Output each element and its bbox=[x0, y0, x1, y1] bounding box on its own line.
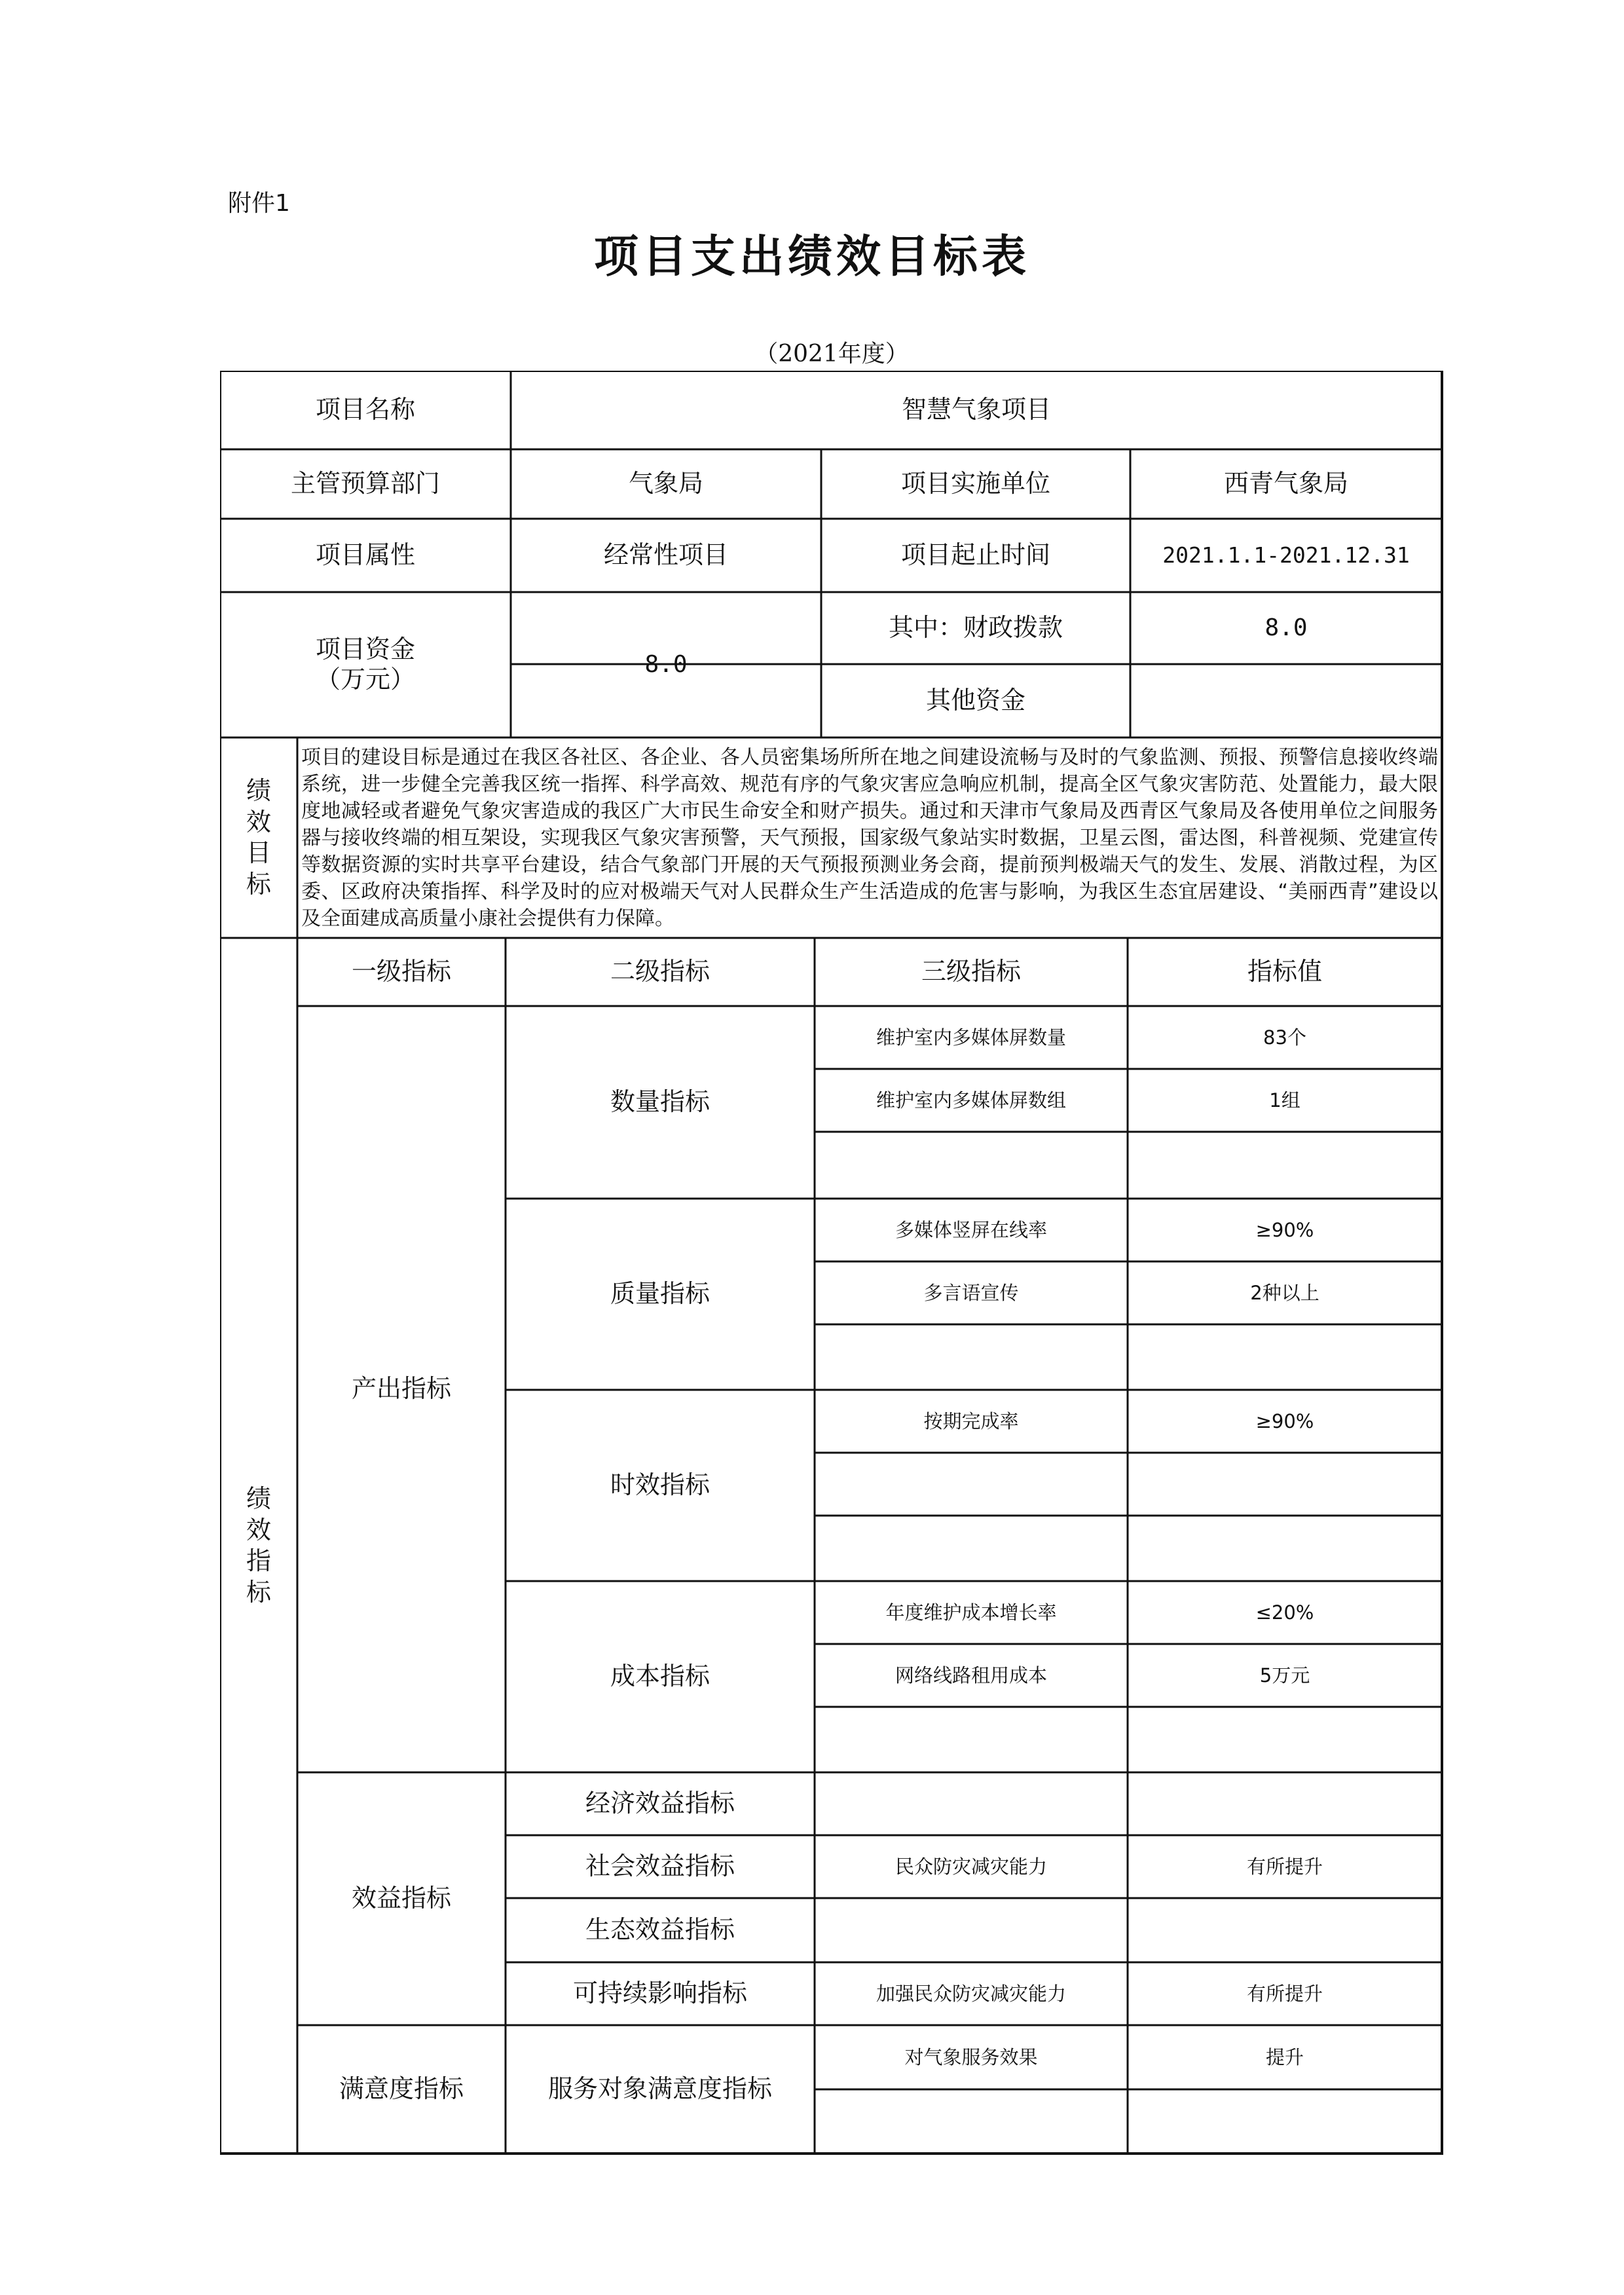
table-row-name bbox=[815, 2089, 1128, 2154]
benefit-indicator-label: 效益指标 bbox=[351, 1884, 451, 1913]
goal-label bbox=[220, 737, 297, 938]
table-row-value bbox=[1128, 2089, 1442, 2154]
fund-total-value: 8.0 bbox=[644, 651, 688, 679]
table-row-name: 民众防灾减灾能力 bbox=[895, 1855, 1047, 1878]
table-row-name bbox=[815, 1707, 1128, 1772]
impl-unit-label: 项目实施单位 bbox=[900, 469, 1050, 498]
attachment-label: 附件1 bbox=[228, 190, 290, 217]
table-row-value: 1组 bbox=[1269, 1089, 1301, 1111]
table-row-name: 对气象服务效果 bbox=[904, 2045, 1038, 2068]
table-row-value bbox=[1128, 1453, 1442, 1516]
cost-indicator-label: 成本指标 bbox=[610, 1662, 710, 1691]
table-row-name: 加强民众防灾减灾能力 bbox=[876, 1982, 1066, 2005]
table-row-value bbox=[1128, 1516, 1442, 1581]
table-row-name: 按期完成率 bbox=[923, 1409, 1019, 1432]
table-row-name: 年度维护成本增长率 bbox=[885, 1601, 1057, 1624]
output-indicator-label: 产出指标 bbox=[351, 1374, 451, 1404]
economic-benefit-label: 经济效益指标 bbox=[585, 1789, 735, 1818]
social-benefit-label: 社会效益指标 bbox=[585, 1852, 735, 1881]
goal-label-char: 绩 bbox=[246, 776, 271, 805]
table-row-value: 83个 bbox=[1263, 1026, 1306, 1049]
indicators-label-char: 绩 bbox=[246, 1484, 271, 1513]
fund-label-line2: （万元） bbox=[315, 665, 415, 694]
satisfaction-indicator-label: 满意度指标 bbox=[339, 2074, 464, 2104]
year-label: （2021年度） bbox=[754, 341, 909, 367]
goal-label-char: 效 bbox=[246, 807, 271, 836]
service-satisfaction-label: 服务对象满意度指标 bbox=[547, 2074, 772, 2104]
other-fund-label: 其他资金 bbox=[925, 686, 1025, 715]
indicators-label-char: 指 bbox=[246, 1546, 271, 1575]
timeliness-indicator-label: 时效指标 bbox=[610, 1470, 710, 1500]
table-row-value: 有所提升 bbox=[1246, 1855, 1323, 1878]
table-row-value bbox=[1128, 1132, 1442, 1199]
attr-value: 经常性项目 bbox=[603, 540, 728, 570]
table-row-name: 维护室内多媒体屏数量 bbox=[876, 1026, 1066, 1049]
dept-value: 气象局 bbox=[628, 469, 703, 498]
table-row-name: 多媒体竖屏在线率 bbox=[895, 1218, 1047, 1241]
table-row-name bbox=[815, 1132, 1128, 1199]
header-level3: 三级指标 bbox=[921, 957, 1021, 986]
header-level2: 二级指标 bbox=[610, 957, 710, 986]
table-row-value: ≥90% bbox=[1255, 1409, 1314, 1432]
quantity-indicator-label: 数量指标 bbox=[610, 1087, 710, 1117]
quality-indicator-label: 质量指标 bbox=[610, 1279, 710, 1309]
project-name-label: 项目名称 bbox=[315, 395, 415, 424]
sustainable-impact-label: 可持续影响指标 bbox=[572, 1979, 747, 2008]
attr-label: 项目属性 bbox=[315, 540, 415, 570]
period-label: 项目起止时间 bbox=[900, 540, 1050, 570]
table-row-value bbox=[1128, 1324, 1442, 1390]
indicators-label-char: 效 bbox=[246, 1515, 271, 1544]
table-row-name bbox=[815, 1324, 1128, 1390]
table-row-value: ≤20% bbox=[1255, 1601, 1314, 1624]
table-row-value: 2种以上 bbox=[1250, 1281, 1320, 1304]
table-row-name: 多言语宣传 bbox=[923, 1281, 1019, 1304]
table-row-name bbox=[815, 1516, 1128, 1581]
dept-label: 主管预算部门 bbox=[290, 469, 440, 498]
table-row-value: 提升 bbox=[1265, 2045, 1304, 2068]
other-fund-value bbox=[1130, 664, 1442, 737]
goal-text: 项目的建设目标是通过在我区各社区、各企业、各人员密集场所所在地之间建设流畅与及时的气象监测、预报、预警信息接收终端系统，进一步健全完善我区统一指挥、科学高效、规范有序的气象灾害应急响应机制，提高全区气象灾害防范、处置能力，最大限度地减轻或者避免气象灾害造成的我区广大市民生命安全和财产损失。通过和天津市气象局及西青区气象局及各使用单位之间服务器与接收终端的相互架设，实现我区气象灾害预警，天气预报，国家级气象站实时数据，卫星云图，雷达图，科普视频、党建宣传等数据资源的实时共享平台建设，结合气象部门开展的天气预报预测业务会商，提前预判极端天气的发生、发展、消散过程，为区委、区政府决策指挥、科学及时的应对极端天气对人民群众生产生活造成的危害与影响，为我区生态宜居建设、“美丽西青”建设以及全面建成高质量小康社会提供有力保障。 bbox=[301, 746, 1438, 930]
fiscal-value: 8.0 bbox=[1264, 614, 1308, 642]
table-row-name bbox=[815, 1772, 1128, 1835]
ecological-benefit-label: 生态效益指标 bbox=[585, 1915, 735, 1945]
page-title: 项目支出绩效目标表 bbox=[593, 231, 1030, 283]
table-row-value: 5万元 bbox=[1259, 1664, 1310, 1687]
impl-unit-value: 西青气象局 bbox=[1223, 469, 1348, 498]
header-level1: 一级指标 bbox=[351, 957, 451, 986]
table-row-name: 维护室内多媒体屏数组 bbox=[876, 1089, 1066, 1111]
period-value: 2021.1.1-2021.12.31 bbox=[1162, 542, 1410, 569]
goal-label-char: 标 bbox=[246, 869, 271, 899]
table-row-name bbox=[815, 1453, 1128, 1516]
table-row-name: 网络线路租用成本 bbox=[895, 1664, 1047, 1687]
table-row-value: 有所提升 bbox=[1246, 1982, 1323, 2005]
table-row-value bbox=[1128, 1898, 1442, 1962]
performance-table bbox=[220, 371, 1443, 2155]
project-name-value: 智慧气象项目 bbox=[901, 395, 1051, 424]
fund-label bbox=[220, 592, 511, 737]
header-value: 指标值 bbox=[1247, 957, 1322, 986]
table-row-value bbox=[1128, 1772, 1442, 1835]
table-row-value bbox=[1128, 1707, 1442, 1772]
table-row-value: ≥90% bbox=[1255, 1218, 1314, 1241]
indicators-label bbox=[220, 938, 297, 2154]
fiscal-label: 其中：财政拨款 bbox=[888, 613, 1063, 643]
fund-label-line1: 项目资金 bbox=[315, 635, 415, 664]
indicators-label-char: 标 bbox=[246, 1577, 271, 1607]
table-row-name bbox=[815, 1898, 1128, 1962]
goal-label-char: 目 bbox=[246, 838, 271, 867]
